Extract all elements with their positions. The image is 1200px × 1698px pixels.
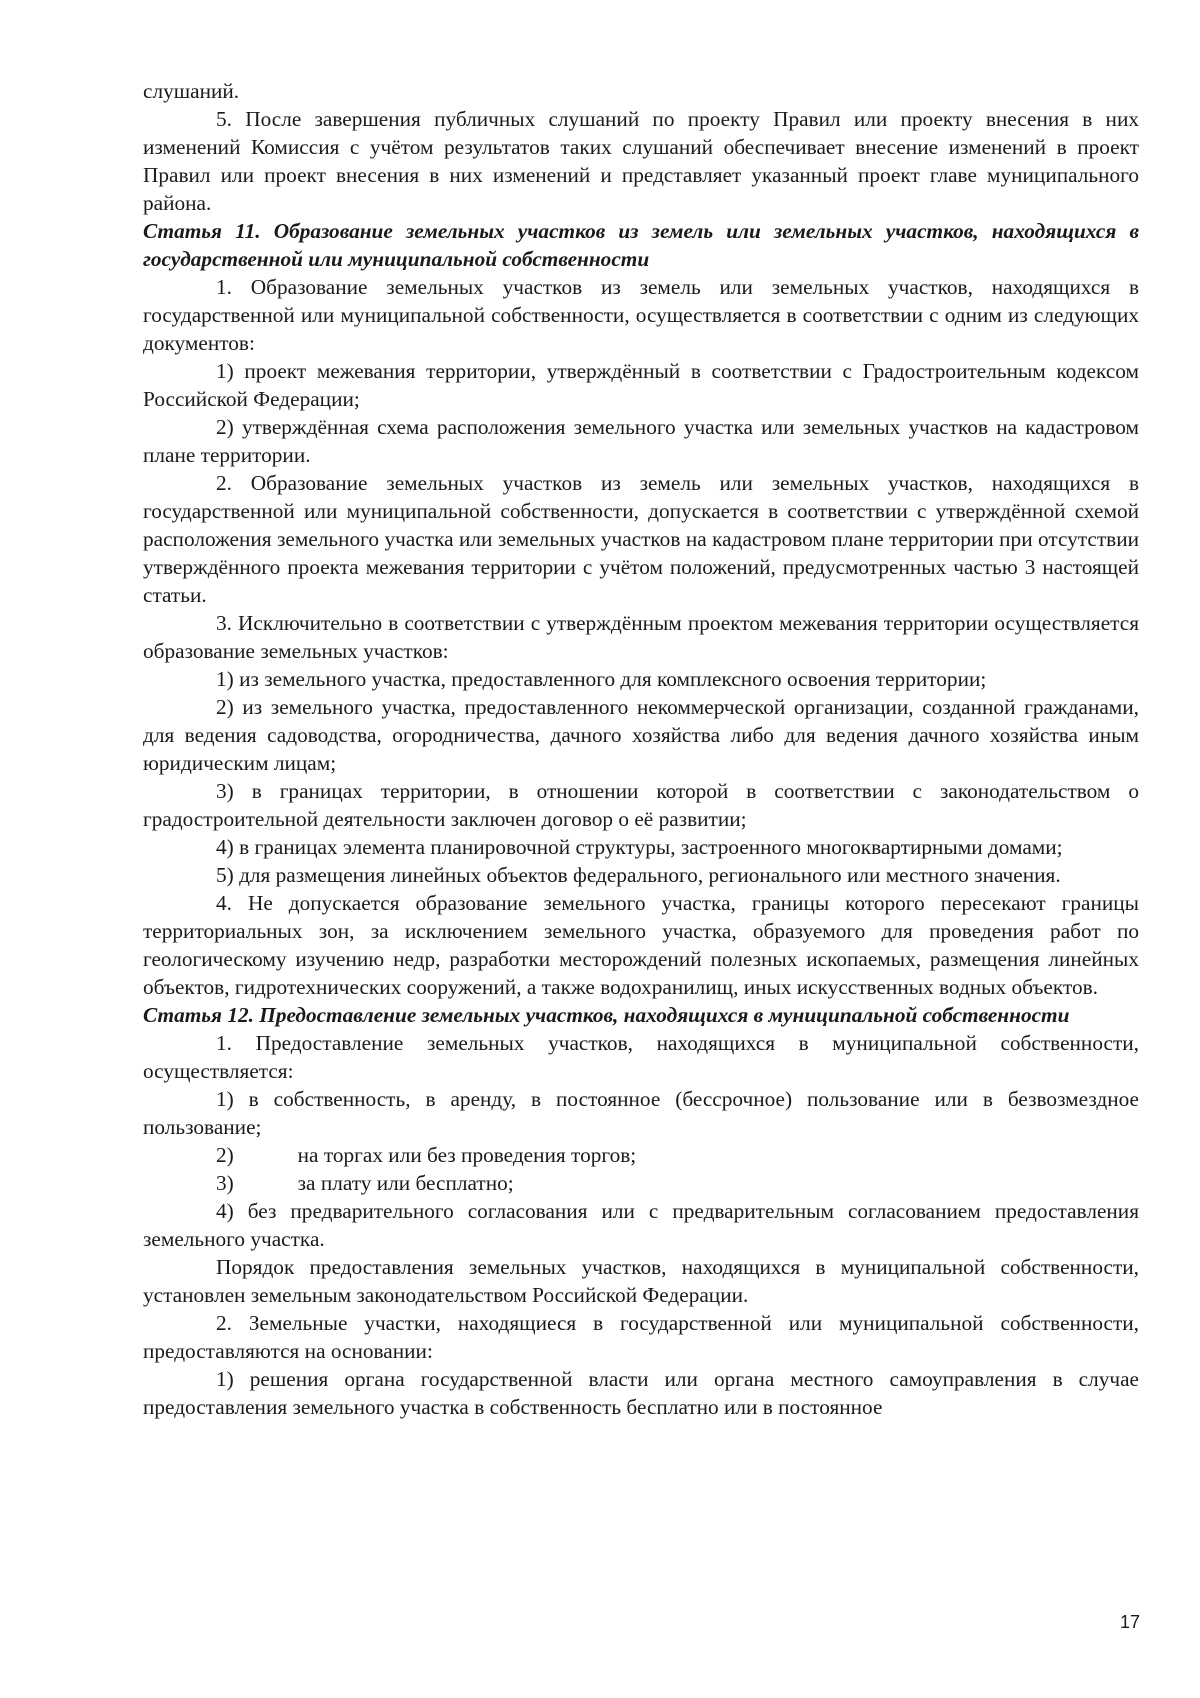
paragraph: 2. Образование земельных участков из земель или земельных участков, находящихся в государственной или муниципальной собственности, допускается в соответствии с утверждённой схемой расположения земельного участка или земельных участков на кадастровом плане территории при отсутствии утверждённого проекта межевания территории с учётом положений, предусмотренных частью 3 настоящей статьи. <box>143 471 1139 607</box>
paragraph: 2. Земельные участки, находящиеся в государственной или муниципальной собственности, предоставляются на основании: <box>143 1311 1139 1363</box>
paragraph: 4. Не допускается образование земельного участка, границы которого пересекают границы территориальных зон, за исключением земельного участка, образуемого для проведения работ по геологическому изучению недр, разработки месторождений полезных ископаемых, размещения линейных объектов, гидротехнических сооружений, а также водохранилищ, иных искусственных водных объектов. <box>143 891 1139 999</box>
list-item: 1) решения органа государственной власти или органа местного самоуправления в случае предоставления земельного участка в собственность бесплатно или в постоянное <box>143 1367 1139 1419</box>
list-item: 1) проект межевания территории, утверждённый в соответствии с Градостроительным кодексом Российской Федерации; <box>143 359 1139 411</box>
list-item-number: 2) <box>216 1143 234 1167</box>
paragraph: 1. Образование земельных участков из земель или земельных участков, находящихся в государственной или муниципальной собственности, осуществляется в соответствии с одним из следующих документов: <box>143 275 1139 355</box>
list-item: 4) в границах элемента планировочной структуры, застроенного многоквартирными домами; <box>216 835 1063 859</box>
list-item: 5) для размещения линейных объектов федерального, регионального или местного значения. <box>216 863 1061 887</box>
document-body <box>143 77 1139 1421</box>
list-item: 1) в собственность, в аренду, в постоянное (бессрочное) пользование или в безвозмездное пользование; <box>143 1087 1139 1139</box>
list-item <box>143 1141 1139 1169</box>
paragraph: 1. Предоставление земельных участков, находящихся в муниципальной собственности, осуществляется: <box>143 1031 1139 1083</box>
paragraph: слушаний. <box>143 79 240 103</box>
page-number: 17 <box>1119 1612 1140 1632</box>
list-item: 1) из земельного участка, предоставленного для комплексного освоения территории; <box>216 667 987 691</box>
list-item-text: за плату или бесплатно; <box>297 1171 514 1195</box>
article-heading: Статья 11. Образование земельных участков из земель или земельных участков, находящихся в государственной или муниципальной собственности <box>143 219 1139 271</box>
list-item-number: 3) <box>216 1171 234 1195</box>
paragraph: 3. Исключительно в соответствии с утверждённым проектом межевания территории осуществляется образование земельных участков: <box>143 611 1139 663</box>
list-item: 2) из земельного участка, предоставленного некоммерческой организации, созданной гражданами, для ведения садоводства, огородничества, дачного хозяйства либо для ведения дачного хозяйства иным юридическим лицам; <box>143 695 1139 775</box>
list-item-text: на торгах или без проведения торгов; <box>297 1143 637 1167</box>
list-item: 3) в границах территории, в отношении которой в соответствии с законодательством о градостроительной деятельности заключен договор о её развитии; <box>143 779 1139 831</box>
list-item <box>143 1169 1139 1197</box>
list-item: 4) без предварительного согласования или с предварительным согласованием предоставления земельного участка. <box>143 1199 1139 1251</box>
paragraph: 5. После завершения публичных слушаний по проекту Правил или проекту внесения в них изменений Комиссия с учётом результатов таких слушаний обеспечивает внесение изменений в проект Правил или проект внесения в них изменений и представляет указанный проект главе муниципального района. <box>143 107 1139 215</box>
article-heading: Статья 12. Предоставление земельных участков, находящихся в муниципальной собственности <box>143 1003 1070 1027</box>
paragraph: Порядок предоставления земельных участков, находящихся в муниципальной собственности, установлен земельным законодательством Российской Федерации. <box>143 1255 1139 1307</box>
list-item: 2) утверждённая схема расположения земельного участка или земельных участков на кадастровом плане территории. <box>143 415 1139 467</box>
